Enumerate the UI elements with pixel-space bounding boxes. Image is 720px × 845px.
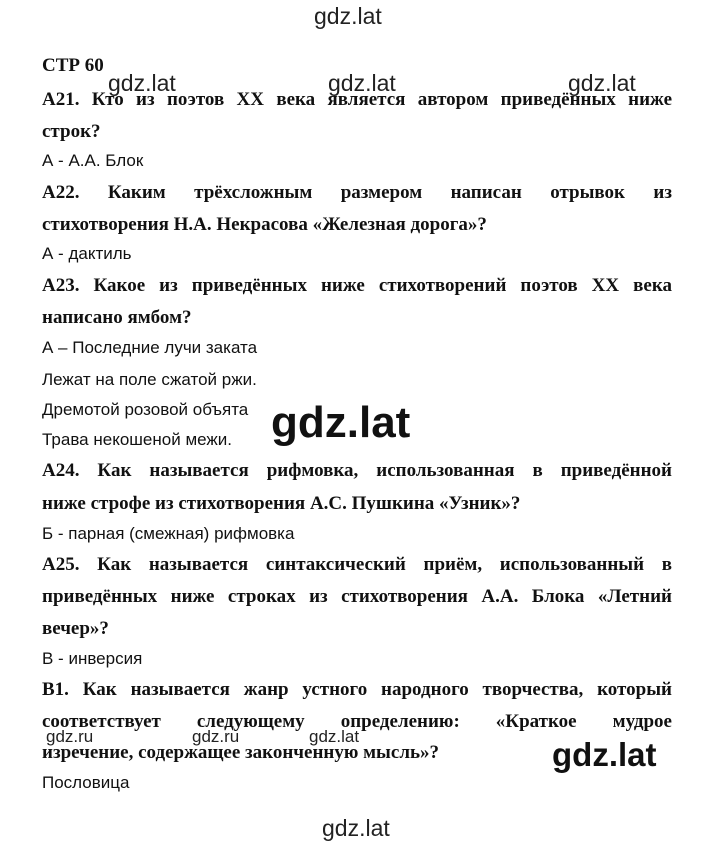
answer-a23-line4: Трава некошеной межи. <box>42 430 232 449</box>
question-a25-line1: А25. Как называется синтаксический приём, использованный в <box>42 554 672 575</box>
watermark-left: gdz.lat <box>108 70 176 96</box>
answer-a23-line3: Дремотой розовой объята <box>42 400 249 419</box>
question-a23-line2: написано ямбом? <box>42 307 192 328</box>
watermark-large-bottom-right: gdz.lat <box>552 736 657 773</box>
question-a22-line1: А22. Каким трёхсложным размером написан отрывок из <box>42 182 672 203</box>
answer-a21: А - А.А. Блок <box>42 151 144 170</box>
watermark-small-mid: gdz.ru <box>192 727 240 746</box>
question-a25-line3: вечер»? <box>42 618 109 639</box>
answer-a22: А - дактиль <box>42 244 132 263</box>
watermark-small-right: gdz.lat <box>309 727 360 746</box>
question-b1-line1: В1. Как называется жанр устного народного творчества, который <box>42 679 672 700</box>
question-b1-line3: изречение, содержащее законченную мысль»? <box>42 742 440 763</box>
answer-a23-line2: Лежат на поле сжатой ржи. <box>42 370 257 389</box>
question-a21-line2: строк? <box>42 121 101 142</box>
question-b1-line2: соответствует следующему определению: «Краткое мудрое <box>42 711 672 732</box>
watermark-right: gdz.lat <box>568 70 636 96</box>
watermark-top: gdz.lat <box>314 3 382 29</box>
watermark-large-center: gdz.lat <box>271 398 411 447</box>
answer-a25: В - инверсия <box>42 649 143 668</box>
answer-b1: Пословица <box>42 773 130 792</box>
watermark-bottom: gdz.lat <box>322 815 390 841</box>
page-number-heading: СТР 60 <box>42 55 104 76</box>
answer-a23-line1: А – Последние лучи заката <box>42 338 258 357</box>
question-a22-line2: стихотворения Н.А. Некрасова «Железная дорога»? <box>42 214 487 235</box>
watermark-small-left: gdz.ru <box>46 727 94 746</box>
question-a21-line1: А21. Кто из поэтов XX века является автором приведённых ниже <box>42 89 672 110</box>
question-a24-line1: А24. Как называется рифмовка, использованная в приведённой <box>42 460 672 481</box>
question-a24-line2: ниже строфе из стихотворения А.С. Пушкина «Узник»? <box>42 493 521 514</box>
answer-a24: Б - парная (смежная) рифмовка <box>42 524 295 543</box>
question-a23-line1: А23. Какое из приведённых ниже стихотворений поэтов XX века <box>42 275 672 296</box>
watermark-center: gdz.lat <box>328 70 396 96</box>
question-a25-line2: приведённых ниже строках из стихотворения А.А. Блока «Летний <box>42 586 672 607</box>
